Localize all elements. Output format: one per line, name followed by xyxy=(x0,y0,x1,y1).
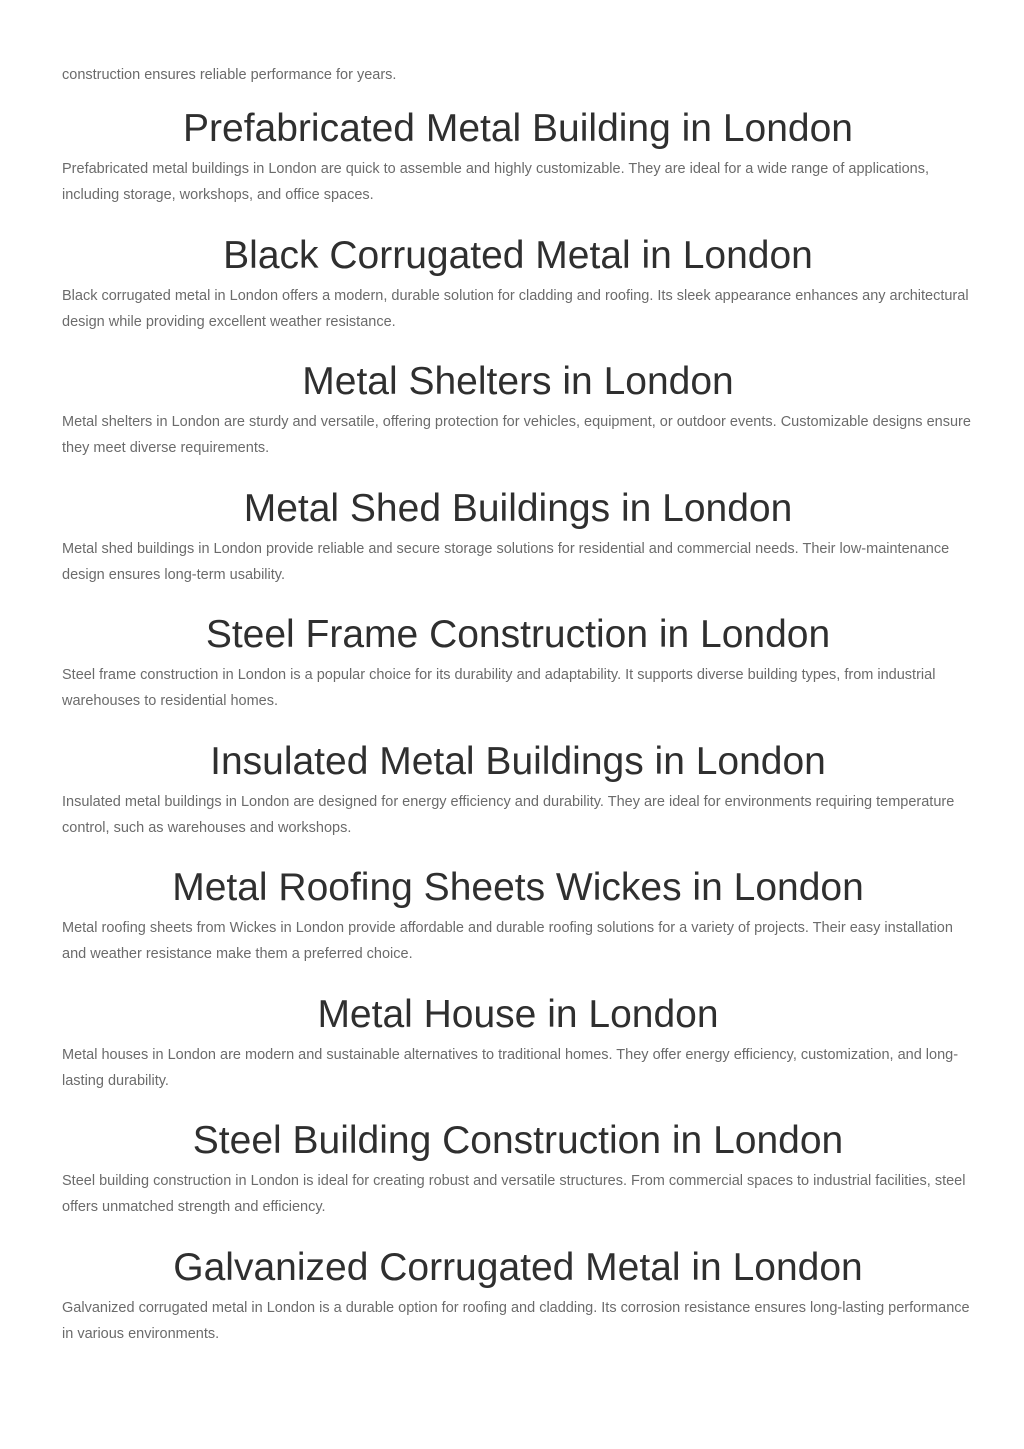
section-body: Insulated metal buildings in London are designed for energy efficiency and durability. They are ideal for environments requiring temperature control, such as warehouses and workshops. xyxy=(62,793,955,836)
section-list xyxy=(62,102,974,1367)
section-heading: Galvanized Corrugated Metal in London xyxy=(173,1245,863,1289)
section-heading: Steel Building Construction in London xyxy=(192,1119,844,1162)
section-prefabricated-metal-building xyxy=(62,102,974,229)
section-heading: Metal Shed Buildings in London xyxy=(243,486,793,530)
section-body: Prefabricated metal buildings in London are quick to assemble and highly customizable. They are ideal for a wide range of applications, including storage, workshops, and office spaces. xyxy=(62,161,930,203)
section-metal-house xyxy=(62,988,974,1115)
section-metal-roofing-sheets-wickes xyxy=(62,861,974,988)
lead-paragraph: construction ensures reliable performance for years. xyxy=(62,67,397,83)
section-heading: Metal House in London xyxy=(317,992,719,1036)
section-heading: Metal Roofing Sheets Wickes in London xyxy=(172,866,864,909)
section-body: Black corrugated metal in London offers a modern, durable solution for cladding and roofing. Its sleek appearance enhances any architectural design while providing excellent weather resistance. xyxy=(62,287,969,330)
section-body: Metal shed buildings in London provide reliable and secure storage solutions for residential and commercial needs. Their low-maintenance design ensures long-term usability. xyxy=(62,540,950,583)
section-insulated-metal-buildings xyxy=(62,735,974,862)
section-heading: Insulated Metal Buildings in London xyxy=(210,739,826,783)
section-steel-building-construction xyxy=(62,1114,974,1241)
section-galvanized-corrugated-metal xyxy=(62,1241,974,1368)
section-black-corrugated-metal xyxy=(62,229,974,356)
section-metal-shelters xyxy=(62,355,974,482)
section-heading: Prefabricated Metal Building in London xyxy=(183,107,853,150)
section-body: Metal shelters in London are sturdy and versatile, offering protection for vehicles, equipment, or outdoor events. Customizable designs ensure they meet diverse requirements. xyxy=(62,414,971,456)
section-body: Metal roofing sheets from Wickes in London provide affordable and durable roofing solutions for a variety of projects. Their easy installation and weather resistance make them a preferred choice. xyxy=(62,920,953,962)
section-body: Steel frame construction in London is a popular choice for its durability and adaptability. It supports diverse building types, from industrial warehouses to residential homes. xyxy=(62,667,936,709)
section-heading: Metal Shelters in London xyxy=(302,360,734,403)
section-heading: Steel Frame Construction in London xyxy=(205,613,831,656)
section-metal-shed-buildings xyxy=(62,482,974,609)
section-body: Metal houses in London are modern and sustainable alternatives to traditional homes. They offer energy efficiency, customization, and long-lasting durability. xyxy=(62,1046,959,1089)
section-steel-frame-construction xyxy=(62,608,974,735)
section-body: Steel building construction in London is ideal for creating robust and versatile structures. From commercial spaces to industrial facilities, steel offers unmatched strength and efficiency. xyxy=(62,1173,966,1215)
section-body: Galvanized corrugated metal in London is a durable option for roofing and cladding. Its corrosion resistance ensures long-lasting performance in various environments. xyxy=(62,1299,970,1342)
section-heading: Black Corrugated Metal in London xyxy=(223,233,813,277)
